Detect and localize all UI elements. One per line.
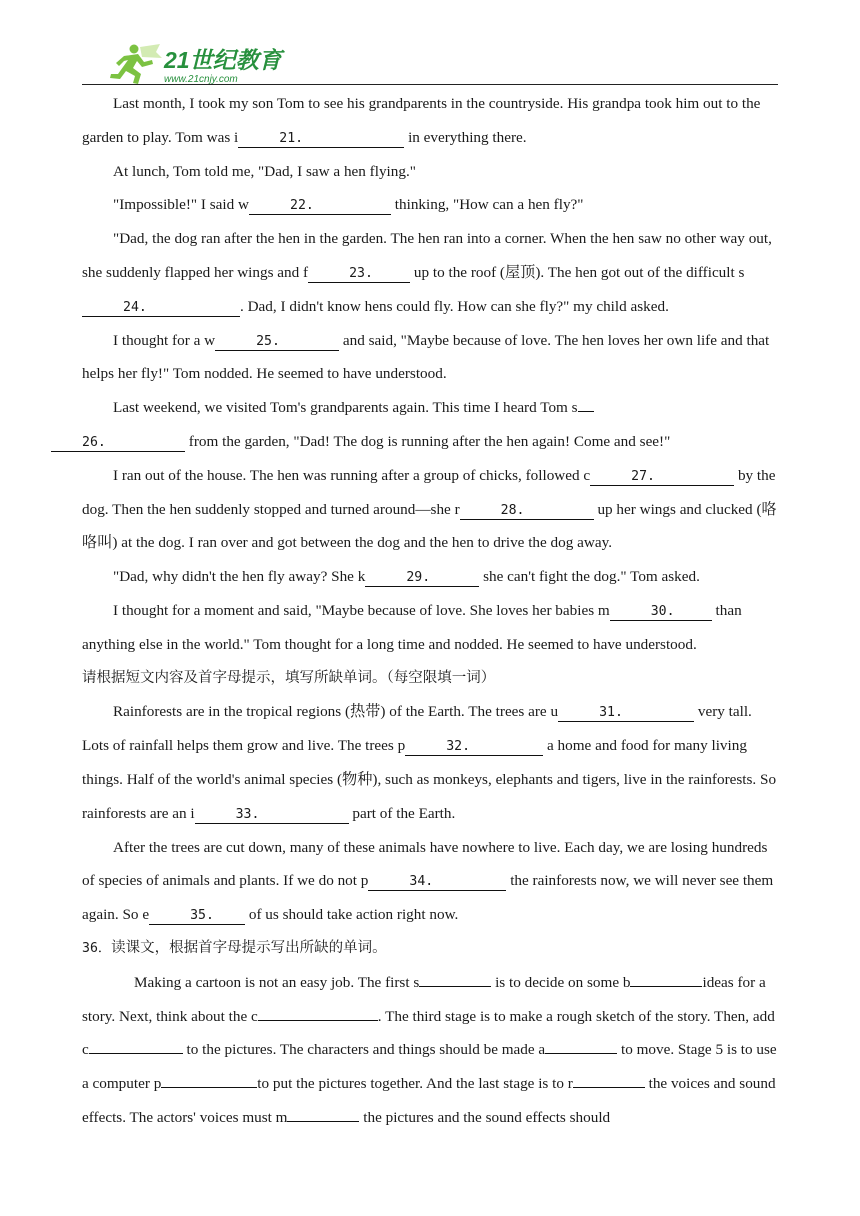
- blank-36-b[interactable]: [630, 986, 702, 987]
- passage1-para1: Last month, I took my son Tom to see his grandparents in the countryside. His grandpa took him out to the garden to play. Tom was i 21. in everything there.: [82, 95, 761, 146]
- blank-34[interactable]: 34.: [368, 873, 506, 891]
- passage2-para2: After the trees are cut down, many of these animals have nowhere to live. Each day, we are losing hundreds of species of animals and plants. If we do not p 34. the rainforests now, we will never see them again. So e 35. of us should take action right now.: [82, 838, 774, 924]
- passage1-para9: I thought for a moment and said, "Maybe because of love. She loves her babies m 30. than anything else in the world." Tom thought for a long time and nodded. He seemed to have understood.: [82, 601, 742, 653]
- blank-26-lead: [578, 411, 594, 412]
- passage2-instruction: 请根据短文内容及首字母提示，填写所缺单词。（每空限填一词）: [82, 669, 496, 686]
- blank-32[interactable]: 32.: [405, 738, 543, 756]
- passage1-para2: At lunch, Tom told me, "Dad, I saw a hen flying.": [113, 162, 416, 180]
- question-36-instruction: 36．读课文，根据首字母提示写出所缺的单词。: [82, 939, 387, 956]
- blank-36-p[interactable]: [161, 1087, 257, 1088]
- blank-26[interactable]: 26.: [51, 434, 185, 452]
- blank-23[interactable]: 23.: [308, 265, 410, 283]
- passage1-para8: "Dad, why didn't the hen fly away? She k 29. she can't fight the dog." Tom asked.: [113, 568, 700, 586]
- blank-31[interactable]: 31.: [558, 704, 694, 722]
- passage1-para4: "Dad, the dog ran after the hen in the garden. The hen ran into a corner. When the hen saw no other way out, she suddenly flapped her wings and f 23. up to the roof (屋顶). The hen got out of the difficult s24. . Dad, I didn't know hens could fly. How can she fly?" my child asked.: [82, 230, 772, 315]
- blank-36-c1[interactable]: [258, 1020, 378, 1021]
- header-rule: [82, 84, 778, 85]
- blank-25[interactable]: 25.: [215, 333, 339, 351]
- blank-33[interactable]: 33.: [195, 806, 349, 824]
- page-header: [82, 40, 778, 86]
- passage2-para1: Rainforests are in the tropical regions (热带) of the Earth. The trees are u 31. very tall. Lots of rainfall helps them grow and live. The trees p 32. a home and food for many living things. Half of the world's animal species (物种), such as monkeys, elephants and tigers, live in the rainforests. So rainforests are an i 33. part of the Earth.: [82, 703, 777, 822]
- passage1-para7: I ran out of the house. The hen was running after a group of chicks, followed c 27. by the dog. Then the hen suddenly stopped and turned around—she r 28. up her wings and clucked (咯咯叫) at the dog. I ran over and got between the dog and the hen to drive the dog away.: [82, 466, 777, 552]
- passage1-para5: I thought for a w 25. and said, "Maybe because of love. The hen loves her own life and that helps her fly!" Tom nodded. He seemed to have understood.: [82, 331, 770, 383]
- blank-36-m[interactable]: [287, 1121, 359, 1122]
- passage1-para3: "Impossible!" I said w 22. thinking, "How can a hen fly?": [113, 196, 584, 214]
- blank-36-c2[interactable]: [89, 1053, 183, 1054]
- site-logo: [104, 42, 294, 86]
- document-body: [82, 87, 778, 1135]
- blank-36-r[interactable]: [573, 1087, 645, 1088]
- question-36-text: Making a cartoon is not an easy job. The first s is to decide on some b ideas for a story. Next, think about the c . The third stage is to make a rough sketch of the story. Then, add c to the pictures. The characters and things should be made a to move. Stage 5 is to use a computer p to put the pictures together. And the last stage is to r the voices and sound effects. The actors' voices must m the pictures and the sound effects should: [82, 973, 777, 1126]
- blank-28[interactable]: 28.: [460, 502, 594, 520]
- blank-36-a[interactable]: [545, 1053, 617, 1054]
- svg-text:21世纪教育: 21世纪教育: [164, 47, 282, 73]
- blank-35[interactable]: 35.: [149, 907, 245, 925]
- svg-text:www.21cnjy.com: www.21cnjy.com: [164, 74, 238, 85]
- blank-29[interactable]: 29.: [365, 569, 479, 587]
- blank-36-s[interactable]: [419, 986, 491, 987]
- blank-30[interactable]: 30.: [610, 603, 712, 621]
- blank-24[interactable]: 24.: [82, 299, 240, 317]
- blank-21[interactable]: 21.: [238, 130, 404, 148]
- blank-27[interactable]: 27.: [590, 468, 734, 486]
- passage1-para6: Last weekend, we visited Tom's grandparents again. This time I heard Tom s 26. from the garden, "Dad! The dog is running after the hen again! Come and see!": [82, 391, 778, 459]
- blank-22[interactable]: 22.: [249, 197, 391, 215]
